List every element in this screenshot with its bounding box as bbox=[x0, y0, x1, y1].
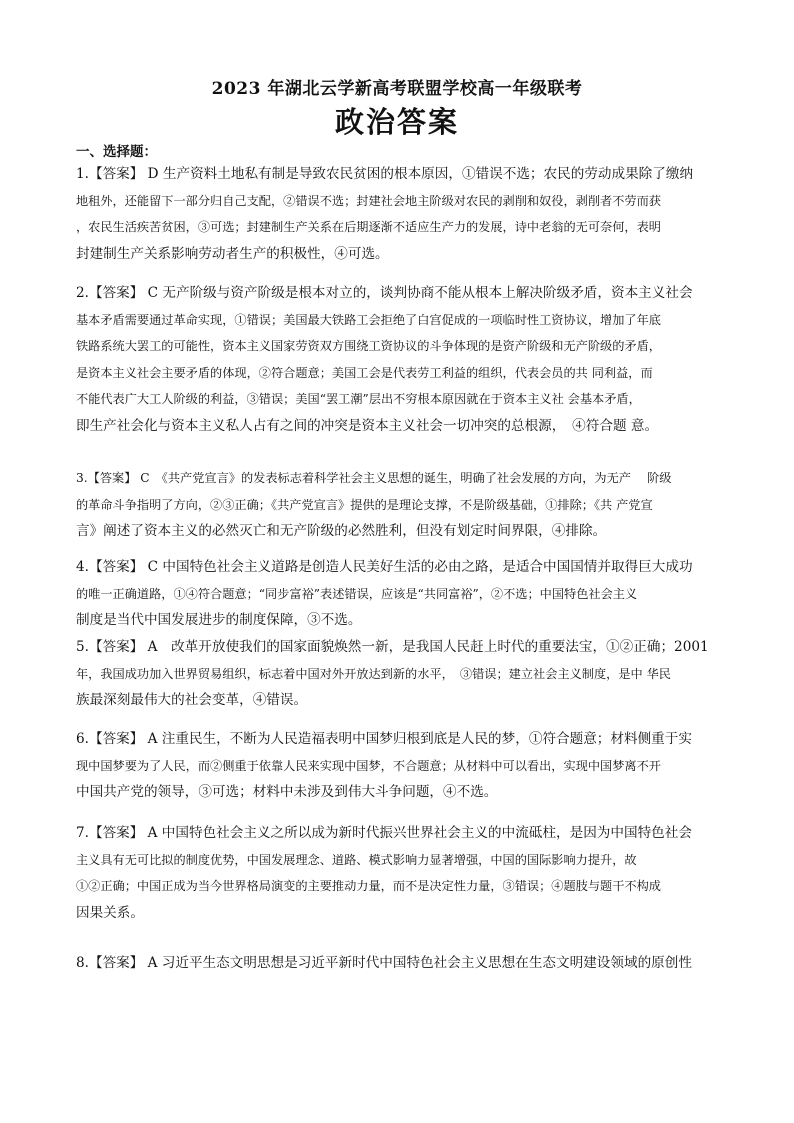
answer-line: 2.【答案】 C 无产阶级与资产阶级是根本对立的，谈判协商不能从根本上解决阶级矛盾，资本主义社会 bbox=[76, 285, 693, 301]
answer-line: 因果关系。 bbox=[76, 904, 144, 921]
answer-line: 不能代表广大工人阶级的利益，③错误；美国“罢工潮”层出不穷根本原因就在于资本主义社 会基本矛盾， bbox=[76, 392, 641, 406]
answer-item-1 bbox=[76, 161, 720, 267]
answer-line: 族最深刻最伟大的社会变革，④错误。 bbox=[76, 692, 308, 708]
answer-line: 地租外，还能留下一部分归自己支配，②错误不选；封建社会地主阶级对农民的剥削和奴役，剥削者不劳而获 bbox=[76, 193, 661, 208]
document-title: 政治答案 bbox=[334, 105, 459, 139]
answer-line: 7.【答案】 A 中国特色社会主义之所以成为新时代振兴世界社会主义的中流砥柱，是因为中国特色社会 bbox=[76, 825, 692, 841]
answer-line: 主义具有无可比拟的制度优势，中国发展理念、道路、模式影响力显著增强，中国的国际影响力提升，故 bbox=[76, 852, 637, 867]
answer-line: 言》阐述了资本主义的必然灭亡和无产阶级的必然胜利，但没有划定时间界限，④排除。 bbox=[76, 523, 607, 539]
answer-line: 现中国梦要为了人民，而②侧重于依靠人民来实现中国梦，不合题意；从材料中可以看出，实现中国梦离不开 bbox=[76, 758, 661, 773]
answer-line: 年，我国成功加入世界贸易组织，标志着中国对外开放达到新的水平， ③错误；建立社会主义制度，是中 华民 bbox=[76, 666, 671, 681]
answer-line: 是资本主义社会主要矛盾的体现，②符合题意；美国工会是代表劳工利益的组织，代表会员的共 同利益，而 bbox=[76, 365, 653, 380]
section-heading: 一、选择题： bbox=[76, 144, 157, 160]
answer-line: 的唯一正确道路，①④符合题意；“同步富裕”表述错误，应该是“共同富裕”，②不选；中国特色社会主义 bbox=[76, 586, 638, 601]
answer-line: 铁路系统大罢工的可能性，资本主义国家劳资双方围绕工资协议的斗争体现的是资产阶级和无产阶级的矛盾， bbox=[76, 339, 661, 353]
answer-line: 的革命斗争指明了方向，②③正确；《共产党宣言》提供的是理论支撑，不是阶级基础，①排除；《共 产党宣 bbox=[76, 497, 653, 512]
answer-line: ，农民生活疾苦贫困，③可选；封建制生产关系在后期逐渐不适应生产力的发展，诗中老翁的无可奈何，表明 bbox=[76, 220, 661, 234]
answer-line: ①②正确；中国正成为当今世界格局演变的主要推动力量，而不是决定性力量，③错误；④题肢与题干不构成 bbox=[76, 879, 661, 893]
answer-line: 即生产社会化与资本主义私人占有之间的冲突是资本主义社会一切冲突的总根源， ④符合题 意。 bbox=[76, 417, 659, 434]
answer-line: 6.【答案】 A 注重民生，不断为人民造福表明中国梦归根到底是人民的梦，①符合题意；材料侧重于实 bbox=[76, 731, 692, 747]
answer-line: 基本矛盾需要通过革命实现，①错误；美国最大铁路工会拒绝了白宫促成的一项临时性工资协议，增加了年底 bbox=[76, 312, 661, 327]
answer-line: 8.【答案】 A 习近平生态文明思想是习近平新时代中国特色社会主义思想在生态文明建设领域的原创性 bbox=[76, 955, 692, 971]
answer-item-8 bbox=[76, 950, 720, 977]
answer-item-3 bbox=[76, 465, 720, 545]
answer-line: 3.【答案】 C 《共产党宣言》的发表标志着科学社会主义思想的诞生，明确了社会发展的方向，为无产 阶级 bbox=[76, 471, 672, 485]
answer-line: 5.【答案】 A 改革开放使我们的国家面貌焕然一新，是我国人民赶上时代的重要法宝，①②正确；2001 bbox=[76, 639, 709, 655]
exam-header-title: 2023 年湖北云学新高考联盟学校高一年级联考 bbox=[211, 79, 583, 99]
answer-item-4 bbox=[76, 554, 720, 634]
answer-line: 制度是当代中国发展进步的制度保障，③不选。 bbox=[76, 612, 362, 628]
answer-line: 1.【答案】 D 生产资料土地私有制是导致农民贫困的根本原因，①错误不选；农民的劳动成果除了缴纳 bbox=[76, 166, 694, 182]
answer-item-6 bbox=[76, 726, 720, 806]
answer-line: 4.【答案】 C 中国特色社会主义道路是创造人民美好生活的必由之路，是适合中国国情并取得巨大成功 bbox=[76, 559, 693, 575]
answer-line: 中国共产党的领导，③可选；材料中未涉及到伟大斗争问题，④不选。 bbox=[76, 784, 498, 800]
answer-item-7 bbox=[76, 820, 720, 926]
answer-line: 封建制生产关系影响劳动者生产的积极性，④可选。 bbox=[76, 245, 389, 262]
answer-item-5 bbox=[76, 634, 720, 714]
answer-item-2 bbox=[76, 280, 720, 439]
